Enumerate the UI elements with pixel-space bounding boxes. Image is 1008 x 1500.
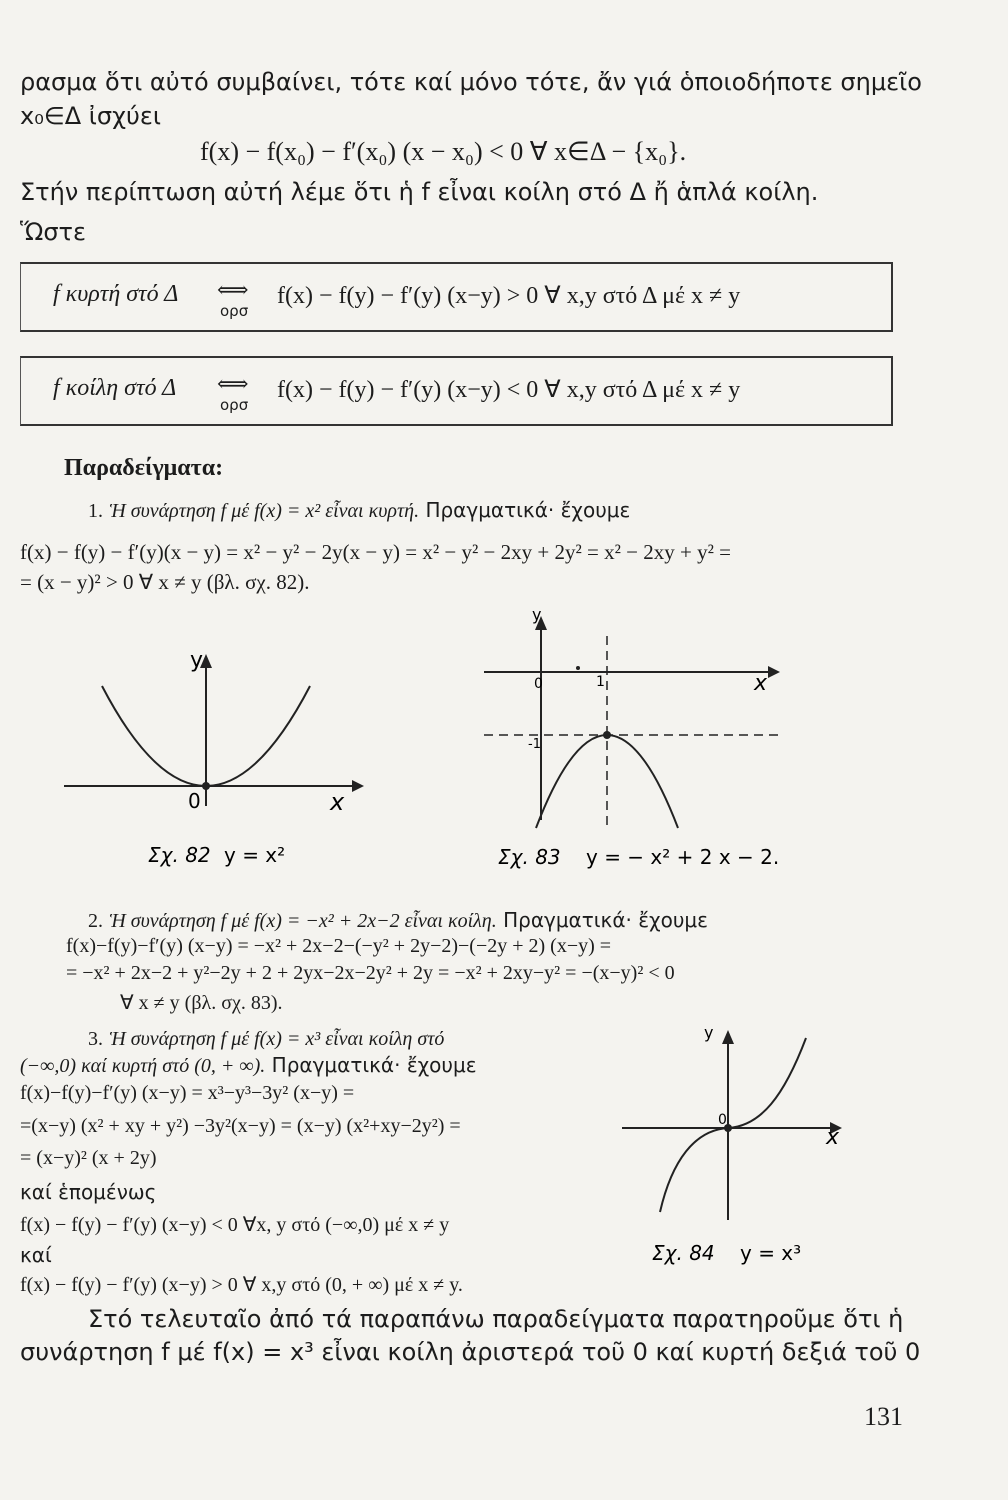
example-2-statement: Ἡ συνάρτηση f μέ f(x) = −x² + 2x−2 εἶναι κοίλη. [109, 910, 497, 932]
x-axis-label: x [826, 1125, 840, 1150]
origin-label: 0 [718, 1112, 727, 1128]
figure-84-caption: Σχ. 84 [652, 1241, 715, 1265]
origin-label: 0 [534, 676, 543, 692]
orsa-label: ορσ [220, 302, 249, 320]
example-3-tail: Πραγματικά· ἔχουμε [271, 1053, 477, 1077]
figure-82-equation: y = x² [224, 843, 286, 867]
figure-84 [600, 1020, 900, 1280]
example-1-line-1: f(x) − f(y) − f′(y)(x − y) = x² − y² − 2y(x − y) = x² − y² − 2xy + 2y² = x² − 2xy + y² = [20, 540, 731, 564]
figure-83 [470, 600, 810, 870]
example-3-line-2: =(x−y) (x² + xy + y²) −3y²(x−y) = (x−y) (x²+xy−2y²) = [20, 1115, 461, 1137]
concave-condition: f(x) − f(y) − f′(y) (x−y) < 0 ∀ x,y στό Δ μέ x ≠ y [277, 377, 741, 403]
origin-point [202, 782, 210, 790]
x-axis-arrow-icon [768, 666, 780, 678]
example-2-tail: Πραγματικά· ἔχουμε [503, 908, 708, 932]
y-axis-label: y [190, 648, 204, 673]
example-2-number: 2. [88, 910, 103, 932]
intro-line-1: ρασμα ὅτι αὐτό συμβαίνει, τότε καί μόνο τότε, ἄν γιά ὁποιοδήποτε σημεῖο [20, 68, 922, 96]
intro-line-3: Στήν περίπτωση αὐτή λέμε ὅτι ἡ f εἶναι κοίλη στό Δ ἤ ἁπλά κοίλη. [20, 178, 819, 206]
tick-y-label: -1 [528, 737, 541, 752]
y-axis-label: y [532, 605, 542, 624]
closing-line-1: Στό τελευταῖο ἀπό τά παραπάνω παραδείγματα παρατηροῦμε ὅτι ἡ [88, 1305, 904, 1333]
convex-definition-box [20, 262, 893, 332]
convex-condition: f(x) − f(y) − f′(y) (x−y) > 0 ∀ x,y στό Δ μέ x ≠ y [277, 283, 741, 309]
example-3-number: 3. [88, 1028, 103, 1050]
iff-arrow-icon: ⟺ [217, 278, 249, 303]
orsa-label: ορσ [220, 396, 249, 414]
example-2-line-2: = −x² + 2x−2 + y²−2y + 2 + 2yx−2x−2y² + 2y = −x² + 2xy−y² = −(x−y)² < 0 [66, 962, 675, 984]
example-1-intro [88, 498, 630, 523]
convex-label: f κυρτή στό Δ [53, 281, 179, 307]
figure-82-caption: Σχ. 82 [148, 843, 211, 867]
concave-definition-box [20, 356, 893, 426]
intro-formula: f(x) − f(x₀) − f′(x₀) (x − x₀) < 0 ∀ x∈Δ − {x₀}. [200, 137, 687, 166]
y-axis-label: y [704, 1023, 714, 1042]
origin-label: 0 [188, 789, 201, 813]
intro-line-4: Ὥστε [20, 218, 86, 246]
figure-83-caption: Σχ. 83 [498, 845, 561, 869]
examples-heading: Παραδείγματα: [64, 455, 224, 481]
figure-83-equation: y = − x² + 2 x − 2. [586, 845, 780, 869]
example-1-number: 1. [88, 500, 103, 522]
y-axis-arrow-icon [722, 1030, 734, 1044]
figure-84-equation: y = x³ [740, 1241, 802, 1265]
example-3-intro-2 [20, 1053, 477, 1078]
iff-arrow-icon: ⟺ [217, 372, 249, 397]
example-3-line-5: f(x) − f(y) − f′(y) (x−y) < 0 ∀x, y στό (−∞,0) μέ x ≠ y [20, 1214, 450, 1236]
example-2-line-3: ∀ x ≠ y (βλ. σχ. 83). [120, 992, 283, 1014]
example-3-intervals: (−∞,0) καί κυρτή στό (0, + ∞). [20, 1055, 266, 1077]
vertex-point [603, 731, 611, 739]
example-3-line-4: καί ἑπομένως [20, 1180, 157, 1204]
figure-82 [60, 640, 370, 870]
tick-dot [576, 666, 580, 670]
closing-line-2: συνάρτηση f μέ f(x) = x³ εἶναι κοίλη ἀριστερά τοῦ 0 καί κυρτή δεξιά τοῦ 0 [20, 1338, 921, 1366]
example-3-statement: Ἡ συνάρτηση f μέ f(x) = x³ εἶναι κοίλη στό [109, 1028, 445, 1050]
concave-label: f κοίλη στό Δ [53, 375, 177, 401]
example-1-statement: Ἡ συνάρτηση f μέ f(x) = x² εἶναι κυρτή. [109, 500, 420, 522]
example-3-intro [88, 1026, 444, 1051]
cubic-curve [660, 1038, 806, 1212]
example-3-line-7: f(x) − f(y) − f′(y) (x−y) > 0 ∀ x,y στό (0, + ∞) μέ x ≠ y. [20, 1274, 463, 1296]
intro-line-2: x₀∈Δ ἰσχύει [20, 102, 161, 130]
example-3-line-1: f(x)−f(y)−f′(y) (x−y) = x³−y³−3y² (x−y) = [20, 1082, 355, 1104]
x-axis-label: x [754, 671, 768, 696]
tick-x-label: 1 [596, 674, 605, 690]
x-axis-label: x [330, 788, 345, 816]
example-2-intro [88, 908, 708, 933]
example-3-line-6: καί [20, 1243, 52, 1267]
example-1-line-2: = (x − y)² > 0 ∀ x ≠ y (βλ. σχ. 82). [20, 570, 310, 594]
example-1-tail: Πραγματικά· ἔχουμε [425, 498, 631, 522]
page-number: 131 [864, 1402, 903, 1431]
example-2-line-1: f(x)−f(y)−f′(y) (x−y) = −x² + 2x−2−(−y² + 2y−2)−(−2y + 2) (x−y) = [66, 935, 612, 957]
example-3-line-3: = (x−y)² (x + 2y) [20, 1147, 157, 1169]
x-axis-arrow-icon [352, 780, 364, 792]
